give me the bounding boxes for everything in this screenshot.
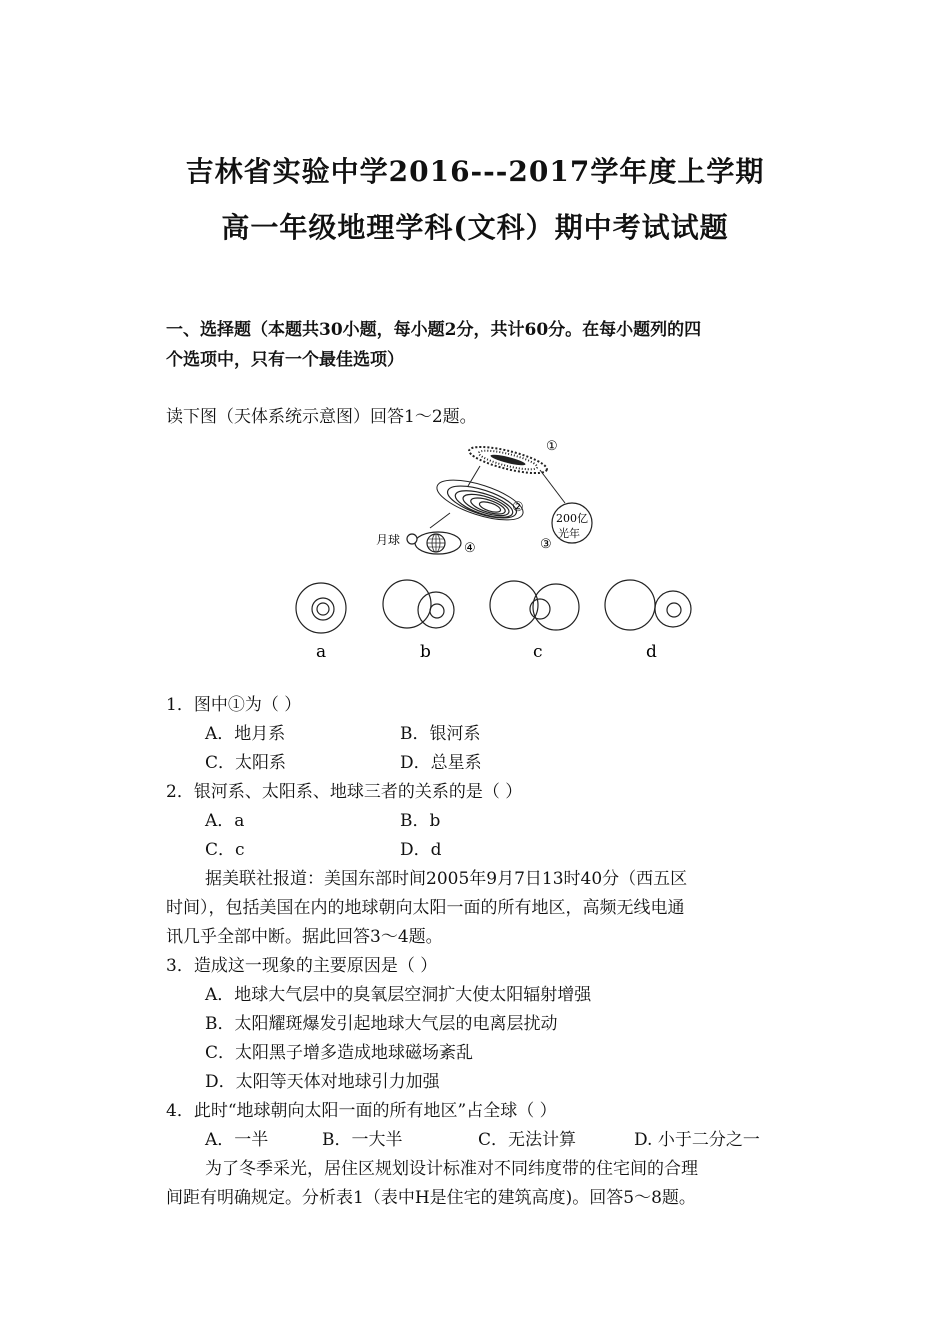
diagram-a xyxy=(296,583,346,633)
q4-option-c: C．无法计算 xyxy=(478,1130,577,1150)
moon-label: 月球 xyxy=(376,533,401,547)
relationship-diagrams xyxy=(280,575,700,670)
label-2: ② xyxy=(512,500,524,515)
diagram-label-b: b xyxy=(420,642,431,662)
section-heading-line-2: 个选项中，只有一个最佳选项） xyxy=(166,350,404,370)
q4-option-b: B．一大半 xyxy=(322,1130,403,1150)
diagram-c xyxy=(490,581,579,630)
q2-option-b: B．b xyxy=(400,811,441,831)
q1-option-b: B．银河系 xyxy=(400,724,481,744)
moon xyxy=(407,534,417,544)
distance-line-1: 200亿 xyxy=(556,512,588,525)
diagram-b xyxy=(383,580,454,628)
q3-option-b: B．太阳耀斑爆发引起地球大气层的电离层扰动 xyxy=(205,1014,558,1034)
title-line-2: 高一年级地理学科(文科）期中考试试题 xyxy=(221,211,729,244)
q1-option-d: D．总星系 xyxy=(400,753,482,773)
q2-stem: 2．银河系、太阳系、地球三者的关系的是（ ） xyxy=(166,782,523,802)
passage2-line-3: 讯几乎全部中断。据此回答3～4题。 xyxy=(166,927,443,947)
title-line-1: 吉林省实验中学2016---2017学年度上学期 xyxy=(185,155,765,188)
q1-stem: 1．图中①为（ ） xyxy=(166,695,302,715)
q2-option-d: D．d xyxy=(400,840,442,860)
passage3-line-2: 间距有明确规定。分析表1（表中H是住宅的建筑高度)。回答5～8题。 xyxy=(166,1188,696,1208)
q4-stem: 4．此时“地球朝向太阳一面的所有地区”占全球（ ） xyxy=(166,1101,557,1121)
label-3: ③ xyxy=(540,537,552,552)
label-1: ① xyxy=(546,439,558,454)
figure-intro: 读下图（天体系统示意图）回答1～2题。 xyxy=(166,407,477,427)
q2-option-a: A．a xyxy=(205,811,245,831)
galaxy-dots xyxy=(467,442,549,479)
passage2-line-2: 时间），包括美国在内的地球朝向太阳一面的所有地区，高频无线电通 xyxy=(166,898,685,918)
q1-option-c: C．太阳系 xyxy=(205,753,287,773)
passage3-line-1: 为了冬季采光，居住区规划设计标准对不同纬度带的住宅间的合理 xyxy=(205,1159,698,1179)
passage2-line-1: 据美联社报道：美国东部时间2005年9月7日13时40分（西五区 xyxy=(205,869,688,889)
diagram-label-a: a xyxy=(316,642,327,662)
q3-option-a: A．地球大气层中的臭氧层空洞扩大使太阳辐射增强 xyxy=(205,985,592,1005)
q3-option-c: C．太阳黑子增多造成地球磁场紊乱 xyxy=(205,1043,474,1063)
diagram-d xyxy=(605,580,691,630)
celestial-system-figure xyxy=(360,428,610,563)
distance-line-2: 光年 xyxy=(558,527,580,540)
q1-option-a: A．地月系 xyxy=(205,724,286,744)
q2-option-c: C．c xyxy=(205,840,245,860)
diagram-label-c: c xyxy=(533,642,543,662)
q3-option-d: D．太阳等天体对地球引力加强 xyxy=(205,1072,440,1092)
section-heading-line-1: 一、选择题（本题共30小题，每小题2分，共计60分。在每小题列的四 xyxy=(166,320,702,340)
label-4: ④ xyxy=(464,541,476,556)
q3-stem: 3．造成这一现象的主要原因是（ ） xyxy=(166,956,438,976)
q4-option-a: A．一半 xyxy=(205,1130,269,1150)
diagram-label-d: d xyxy=(646,642,657,662)
q4-option-d: D. 小于二分之一 xyxy=(634,1130,760,1150)
